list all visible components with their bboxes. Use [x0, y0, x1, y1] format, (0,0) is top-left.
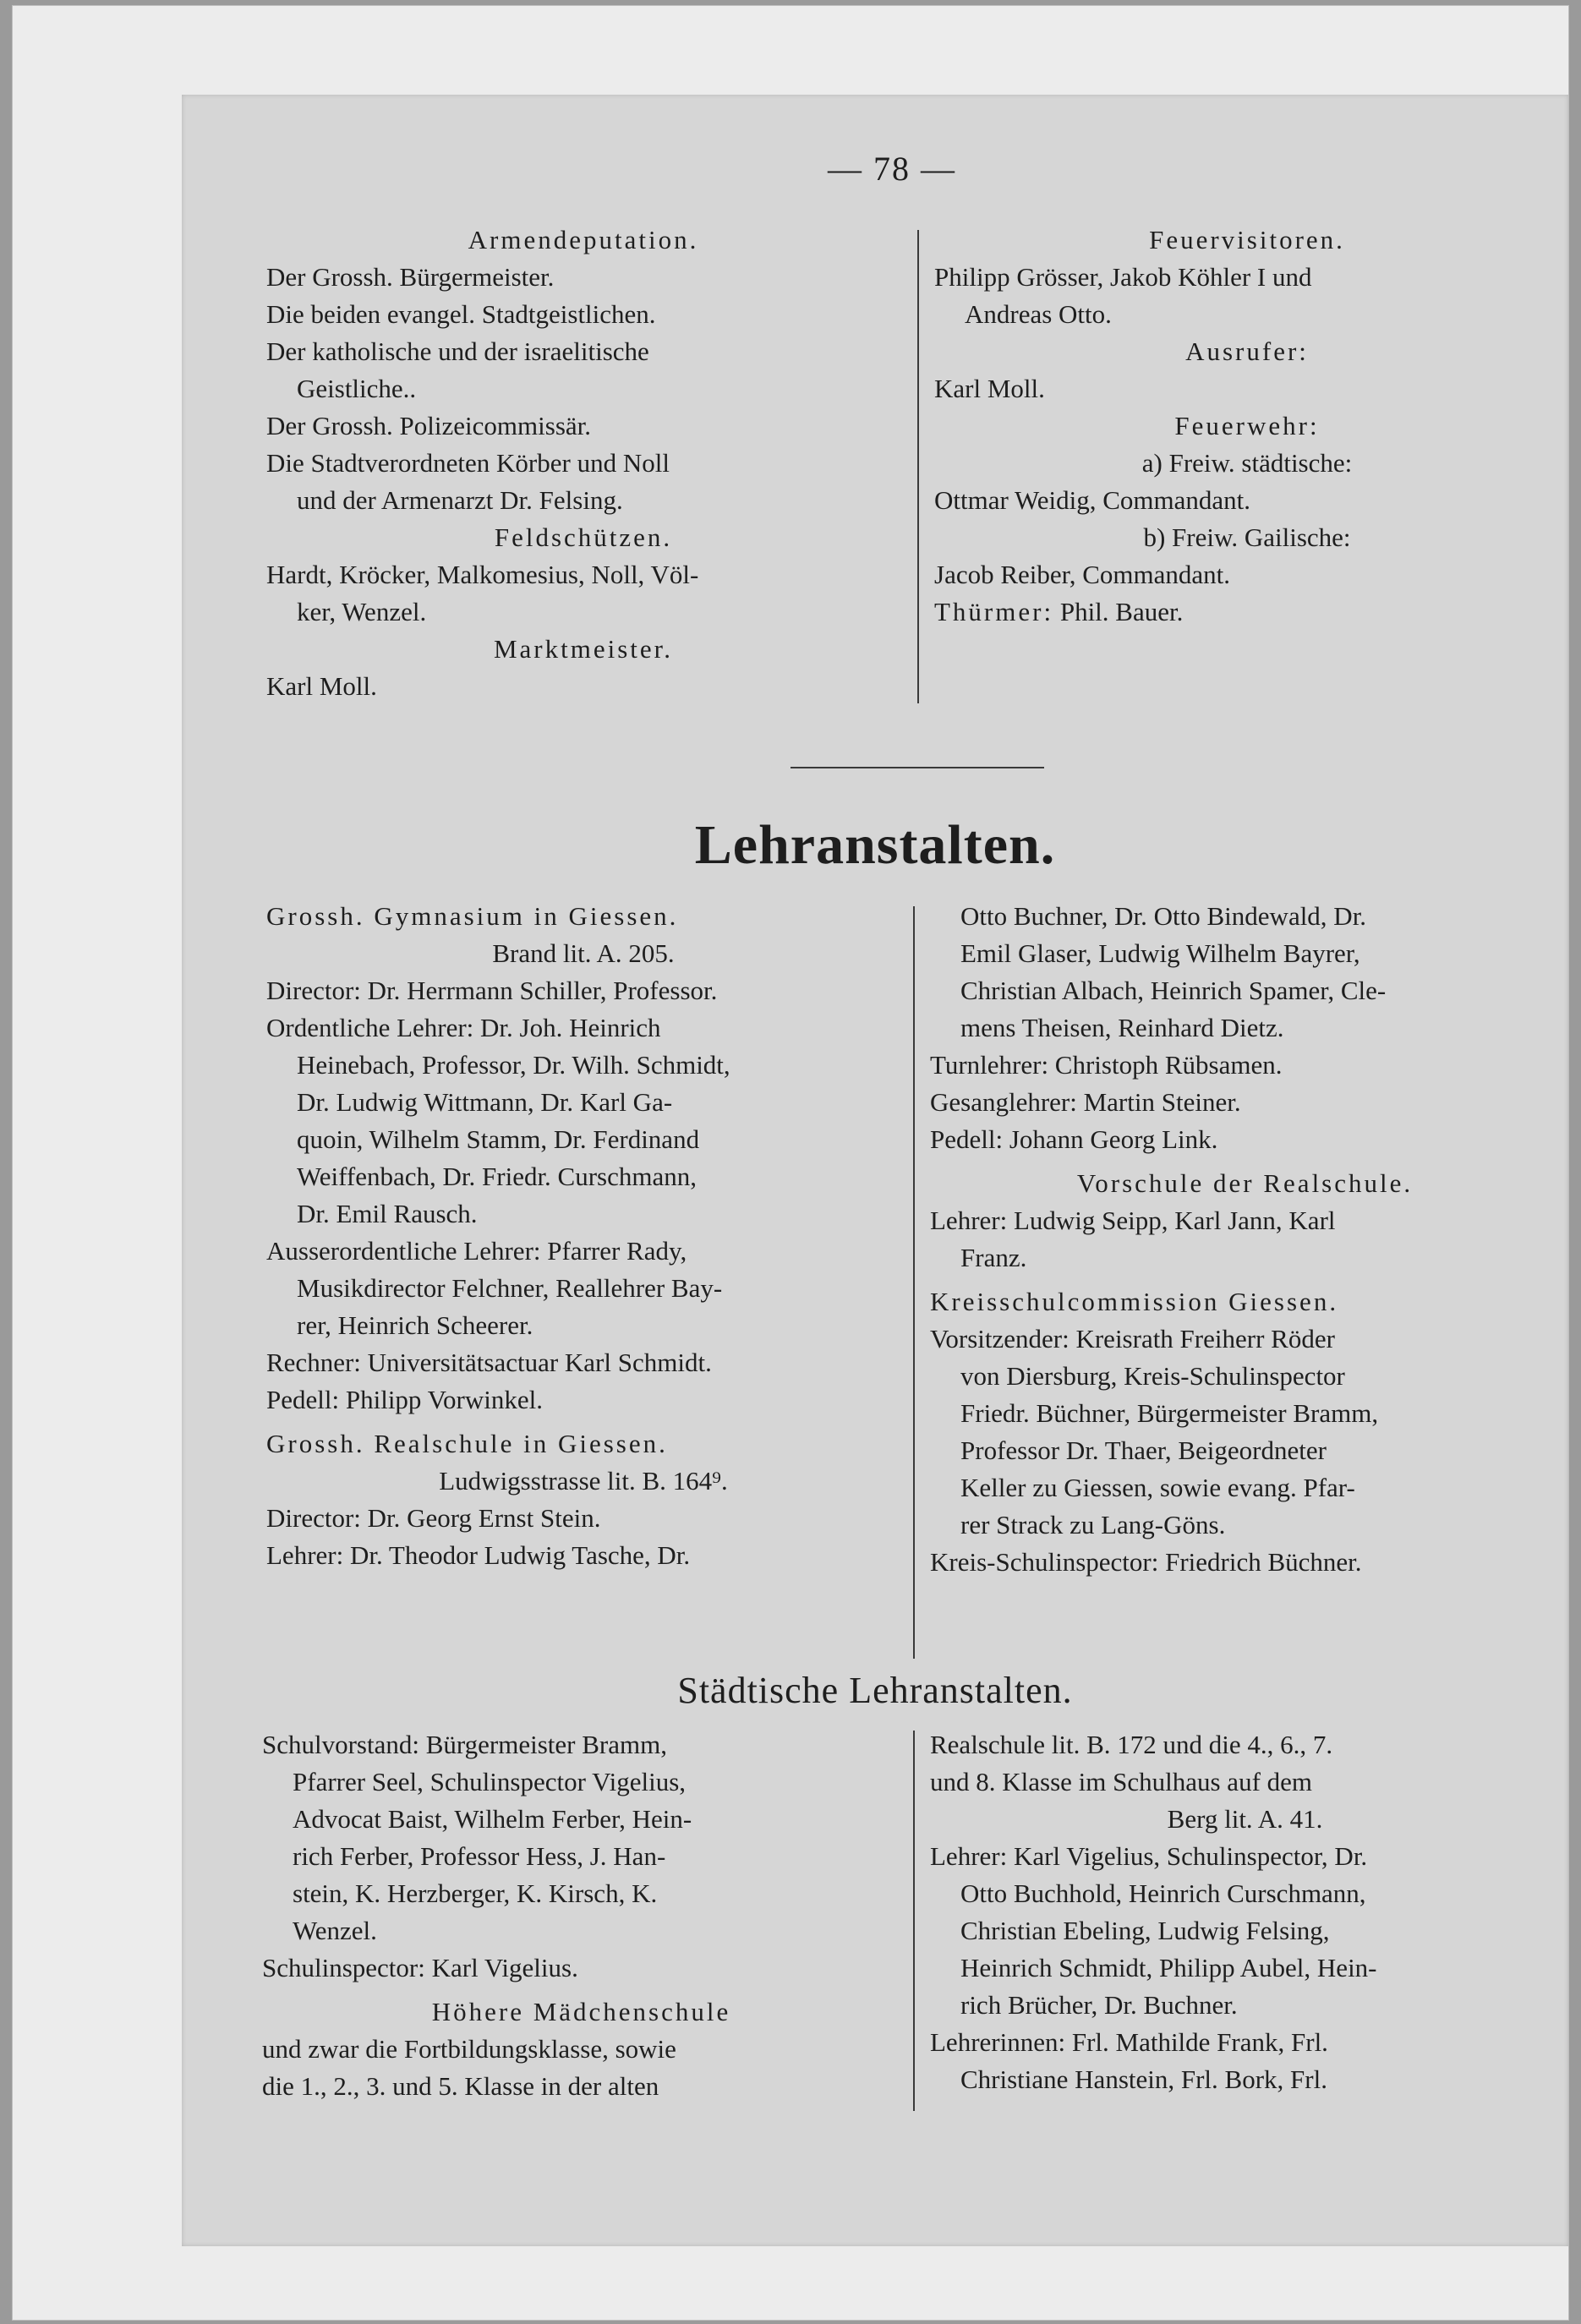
- text-line: Emil Glaser, Ludwig Wilhelm Bayrer,: [960, 938, 1360, 968]
- staedtische-heading: Städtische Lehranstalten.: [677, 1670, 1073, 1711]
- text-line: Karl Moll.: [934, 374, 1045, 403]
- text-line: Lehrer: Dr. Theodor Ludwig Tasche, Dr.: [266, 1540, 691, 1570]
- text-line: Pedell: Johann Georg Link.: [930, 1124, 1218, 1154]
- text-line: Heinebach, Professor, Dr. Wilh. Schmidt,: [297, 1050, 730, 1080]
- hoehere-maedchenschule-heading: Höhere Mädchenschule: [431, 1997, 731, 2026]
- text-line: Die beiden evangel. Stadtgeistlichen.: [266, 299, 656, 329]
- text-line: Vorsitzender: Kreisrath Freiherr Röder: [930, 1324, 1335, 1353]
- text-line: Musikdirector Felchner, Reallehrer Bay-: [297, 1273, 723, 1303]
- text-line: rich Brücher, Dr. Buchner.: [960, 1990, 1238, 2020]
- text-line: Weiffenbach, Dr. Friedr. Curschmann,: [297, 1162, 698, 1191]
- text-line: Karl Moll.: [266, 671, 377, 701]
- text-line: Jacob Reiber, Commandant.: [934, 560, 1231, 589]
- newspaper-clipping: [182, 95, 1568, 2246]
- text-line: Der Grossh. Polizeicommissär.: [266, 411, 592, 440]
- text-line: und 8. Klasse im Schulhaus auf dem: [930, 1767, 1313, 1796]
- text-line: b) Freiw. Gailische:: [1143, 522, 1351, 552]
- text-line: Lehrerinnen: Frl. Mathilde Frank, Frl.: [930, 2027, 1328, 2057]
- gymnasium-heading: Grossh. Gymnasium in Giessen.: [266, 901, 679, 931]
- feuervisitoren-heading: Feuervisitoren.: [1149, 225, 1345, 254]
- text-line: Director: Dr. Herrmann Schiller, Professor.: [266, 976, 718, 1005]
- column-divider: [917, 230, 919, 703]
- text-line: von Diersburg, Kreis-Schulinspector: [960, 1361, 1345, 1391]
- lehranstalten-right-column: [930, 898, 1560, 1581]
- text-line: Otto Buchner, Dr. Otto Bindewald, Dr.: [960, 901, 1367, 931]
- text-line: Gesanglehrer: Martin Steiner.: [930, 1087, 1241, 1117]
- text-line: und der Armenarzt Dr. Felsing.: [297, 485, 623, 515]
- text-line: Pfarrer Seel, Schulinspector Vigelius,: [293, 1767, 687, 1796]
- book-page: [12, 5, 1569, 2321]
- text-line: Ausserordentliche Lehrer: Pfarrer Rady,: [266, 1236, 687, 1266]
- text-line: Die Stadtverordneten Körber und Noll: [266, 448, 670, 478]
- text-line: Rechner: Universitätsactuar Karl Schmidt.: [266, 1348, 712, 1377]
- text-line: Lehrer: Ludwig Seipp, Karl Jann, Karl: [930, 1206, 1336, 1235]
- text-line: rich Ferber, Professor Hess, J. Han-: [293, 1841, 666, 1871]
- text-line: Professor Dr. Thaer, Beigeordneter: [960, 1435, 1327, 1465]
- text-line: mens Theisen, Reinhard Dietz.: [960, 1013, 1284, 1042]
- top-left-column: [266, 221, 900, 705]
- text-line: rer, Heinrich Scheerer.: [297, 1310, 533, 1340]
- section-separator: [790, 767, 1044, 768]
- column-divider: [913, 1731, 915, 2111]
- text-line: Christian Albach, Heinrich Spamer, Cle-: [960, 976, 1387, 1005]
- text-line: a) Freiw. städtische:: [1141, 448, 1353, 478]
- text-line: Turnlehrer: Christoph Rübsamen.: [930, 1050, 1283, 1080]
- text-line: Der katholische und der israelitische: [266, 336, 649, 366]
- text-line: Hardt, Kröcker, Malkomesius, Noll, Völ-: [266, 560, 699, 589]
- text-line: Ottmar Weidig, Commandant.: [934, 485, 1251, 515]
- staedtische-right-column: [930, 1726, 1560, 2098]
- text-line: Der Grossh. Bürgermeister.: [266, 262, 555, 292]
- text-line: Otto Buchhold, Heinrich Curschmann,: [960, 1878, 1366, 1908]
- marktmeister-heading: Marktmeister.: [493, 634, 674, 664]
- realschule-address: Ludwigsstrasse lit. B. 164⁹.: [439, 1466, 728, 1496]
- text-line: die 1., 2., 3. und 5. Klasse in der alten: [262, 2071, 659, 2101]
- text-line: stein, K. Herzberger, K. Kirsch, K.: [293, 1878, 658, 1908]
- gymnasium-address: Brand lit. A. 205.: [492, 938, 675, 968]
- feldschuetzen-heading: Feldschützen.: [494, 522, 673, 552]
- text-line: Schulinspector: Karl Vigelius.: [262, 1953, 578, 1982]
- text-line: Dr. Ludwig Wittmann, Dr. Karl Ga-: [297, 1087, 673, 1117]
- text-line: Geistliche..: [297, 374, 417, 403]
- text-line: Friedr. Büchner, Bürgermeister Bramm,: [960, 1398, 1379, 1428]
- text-line: Advocat Baist, Wilhelm Ferber, Hein-: [293, 1804, 692, 1834]
- thuermer-label: Thürmer:: [934, 597, 1054, 626]
- text-line: Kreis-Schulinspector: Friedrich Büchner.: [930, 1547, 1362, 1577]
- text-line: Lehrer: Karl Vigelius, Schulinspector, Dr.: [930, 1841, 1368, 1871]
- vorschule-heading: Vorschule der Realschule.: [1076, 1168, 1414, 1198]
- text-line: ker, Wenzel.: [297, 597, 427, 626]
- text-line: Keller zu Giessen, sowie evang. Pfar-: [960, 1473, 1355, 1502]
- text-line: Schulvorstand: Bürgermeister Bramm,: [262, 1730, 667, 1759]
- text-line: Pedell: Philipp Vorwinkel.: [266, 1385, 543, 1414]
- lehranstalten-heading: Lehranstalten.: [694, 814, 1056, 876]
- staedtische-left-column: [262, 1726, 900, 2105]
- text-line: Heinrich Schmidt, Philipp Aubel, Hein-: [960, 1953, 1377, 1982]
- text-line: Realschule lit. B. 172 und die 4., 6., 7.: [930, 1730, 1333, 1759]
- lehranstalten-left-column: [266, 898, 900, 1574]
- text-line: Dr. Emil Rausch.: [297, 1199, 478, 1228]
- thuermer-name: Phil. Bauer.: [1059, 597, 1184, 626]
- text-line: Wenzel.: [293, 1916, 377, 1945]
- feuerwehr-heading: Feuerwehr:: [1174, 411, 1320, 440]
- text-line: Philipp Grösser, Jakob Köhler I und: [934, 262, 1312, 292]
- armendeputation-heading: Armendeputation.: [468, 225, 699, 254]
- text-line: und zwar die Fortbildungsklasse, sowie: [262, 2034, 676, 2064]
- ausrufer-heading: Ausrufer:: [1185, 336, 1309, 366]
- text-line: Christian Ebeling, Ludwig Felsing,: [960, 1916, 1330, 1945]
- text-line: Berg lit. A. 41.: [1167, 1804, 1323, 1834]
- top-right-column: [934, 221, 1560, 631]
- text-line: Franz.: [960, 1243, 1027, 1272]
- text-line: quoin, Wilhelm Stamm, Dr. Ferdinand: [297, 1124, 700, 1154]
- page-number: — 78 —: [828, 150, 956, 188]
- text-line: Ordentliche Lehrer: Dr. Joh. Heinrich: [266, 1013, 661, 1042]
- text-line: rer Strack zu Lang-Göns.: [960, 1510, 1226, 1539]
- text-line: Director: Dr. Georg Ernst Stein.: [266, 1503, 601, 1533]
- kreisschulcommission-heading: Kreisschulcommission Giessen.: [930, 1287, 1339, 1316]
- text-line: Andreas Otto.: [965, 299, 1112, 329]
- column-divider: [913, 906, 915, 1659]
- realschule-heading: Grossh. Realschule in Giessen.: [266, 1429, 668, 1458]
- thuermer-line: [934, 593, 1560, 631]
- text-line: Christiane Hanstein, Frl. Bork, Frl.: [960, 2064, 1327, 2094]
